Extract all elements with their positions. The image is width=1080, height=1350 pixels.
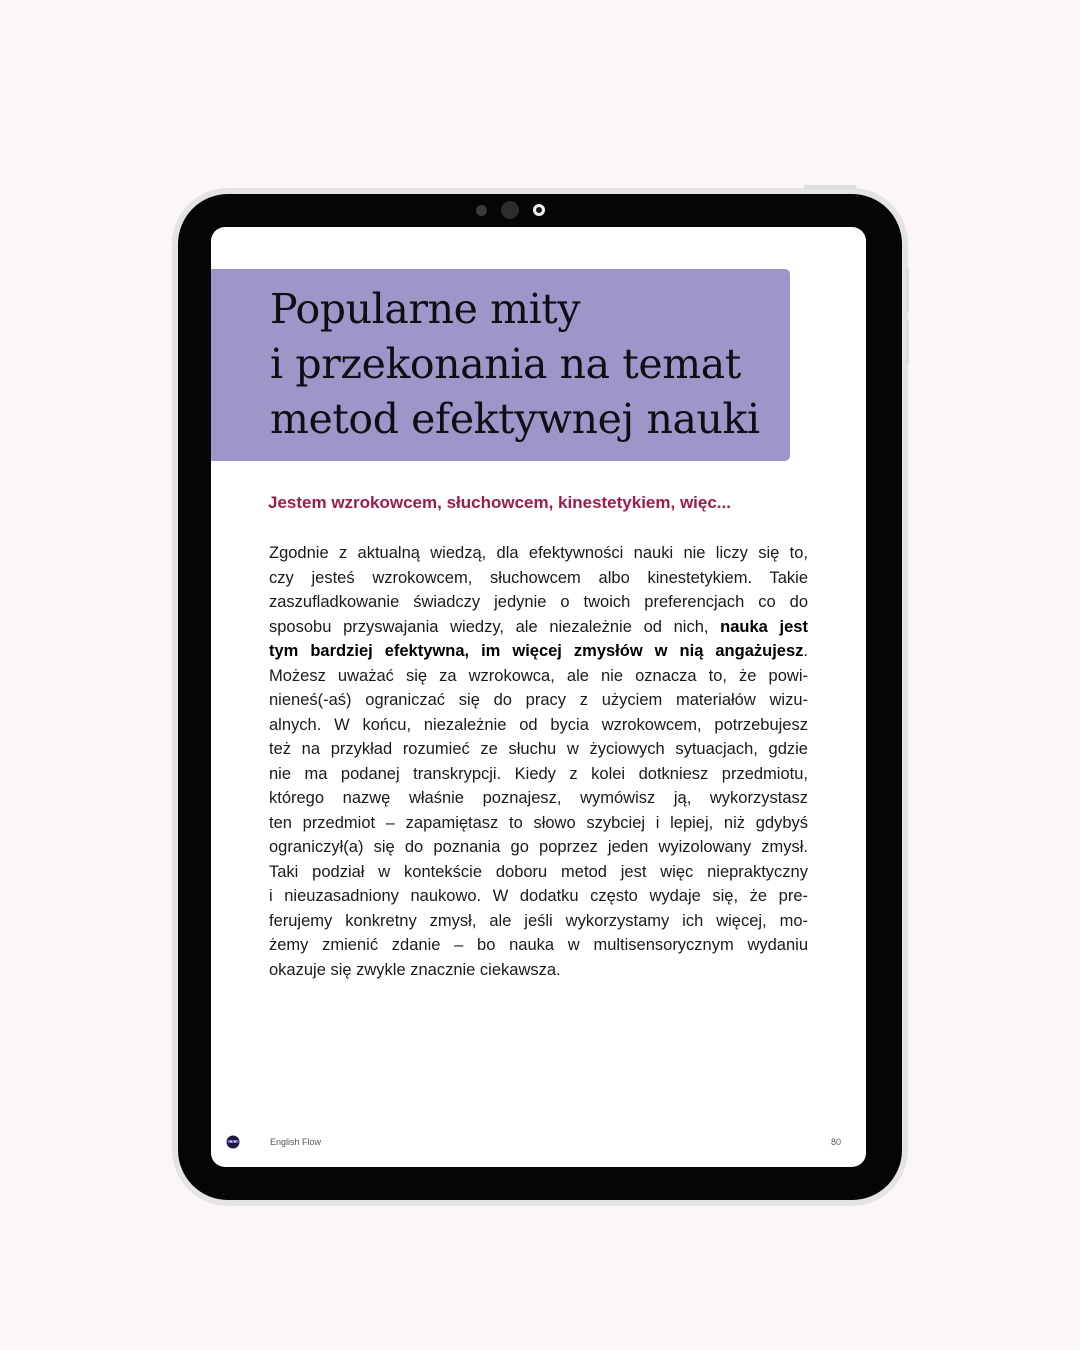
body-line: żemy zmienić zdanie – bo nauka w multisensorycznym wydaniu	[269, 936, 808, 954]
page-number: 80	[831, 1137, 842, 1147]
sensor-icon	[476, 205, 487, 216]
body-line: alnych. W końcu, niezależnie od bycia wzrokowcem, potrzebujesz	[269, 715, 808, 734]
ninja-logo-icon	[226, 1135, 240, 1149]
body-line: którego nazwę właśnie poznajesz, wymówisz ją, wykorzystasz	[269, 789, 808, 807]
body-line: nie ma podanej transkrypcji. Kiedy z kolei dotkniesz przedmiotu,	[269, 764, 808, 783]
body-line: i nieuzasadniony naukowo. W dodatku często wydaje się, że pre-	[269, 887, 808, 905]
volume-up-button	[905, 268, 909, 312]
body-line: zaszufladkowanie świadczy jedynie o twoich preferencjach co do	[269, 593, 808, 611]
power-button	[804, 185, 856, 189]
body-line: Możesz uważać się za wzrokowca, ale nie oznacza to, że powi-	[269, 666, 808, 685]
page-title-line-3: metod efektywnej nauki	[270, 395, 760, 443]
light-sensor-icon	[533, 204, 545, 216]
body-line: okazuje się zwykle znacznie ciekawsza.	[269, 960, 561, 979]
body-line: też na przykład rozumieć ze słuchu w życiowych sytuacjach, gdzie	[269, 740, 808, 758]
body-line: ograniczył(a) się do poznania go poprzez jeden wyizolowany zmysł.	[269, 838, 808, 856]
tablet-screen	[211, 227, 866, 1167]
body-line: nieneś(-aś) ograniczać się do pracy z użyciem materiałów wizu-	[269, 691, 808, 709]
page-title-line-2: i przekonania na temat	[270, 340, 741, 388]
body-emphasis: tym bardziej efektywna, im więcej zmysłów w nią angażujesz	[269, 642, 804, 660]
volume-down-button	[905, 320, 909, 364]
body-line: ten przedmiot – zapamiętasz to słowo szybciej i lepiej, niż gdybyś	[269, 813, 808, 832]
body-line	[269, 617, 808, 637]
body-emphasis: nauka jest	[720, 617, 808, 636]
footer-brand: English Flow	[270, 1137, 322, 1147]
page-title-line-1: Popularne mity	[270, 285, 581, 333]
body-text-run: sposobu przyswajania wiedzy, ale niezależnie od nich,	[269, 617, 721, 636]
body-line: czy jesteś wzrokowcem, słuchowcem albo kinestetykiem. Takie	[269, 568, 808, 587]
body-line: Taki podział w kontekście doboru metod jest więc niepraktyczny	[269, 862, 808, 881]
body-text-run: .	[803, 642, 808, 660]
camera-icon	[501, 201, 519, 219]
body-line: Zgodnie z aktualną wiedzą, dla efektywności nauki nie liczy się to,	[269, 544, 808, 562]
body-line	[269, 641, 808, 661]
body-line: ferujemy konkretny zmysł, ale jeśli wykorzystamy ich więcej, mo-	[269, 911, 808, 930]
section-heading: Jestem wzrokowcem, słuchowcem, kinestetykiem, więc...	[268, 493, 731, 512]
